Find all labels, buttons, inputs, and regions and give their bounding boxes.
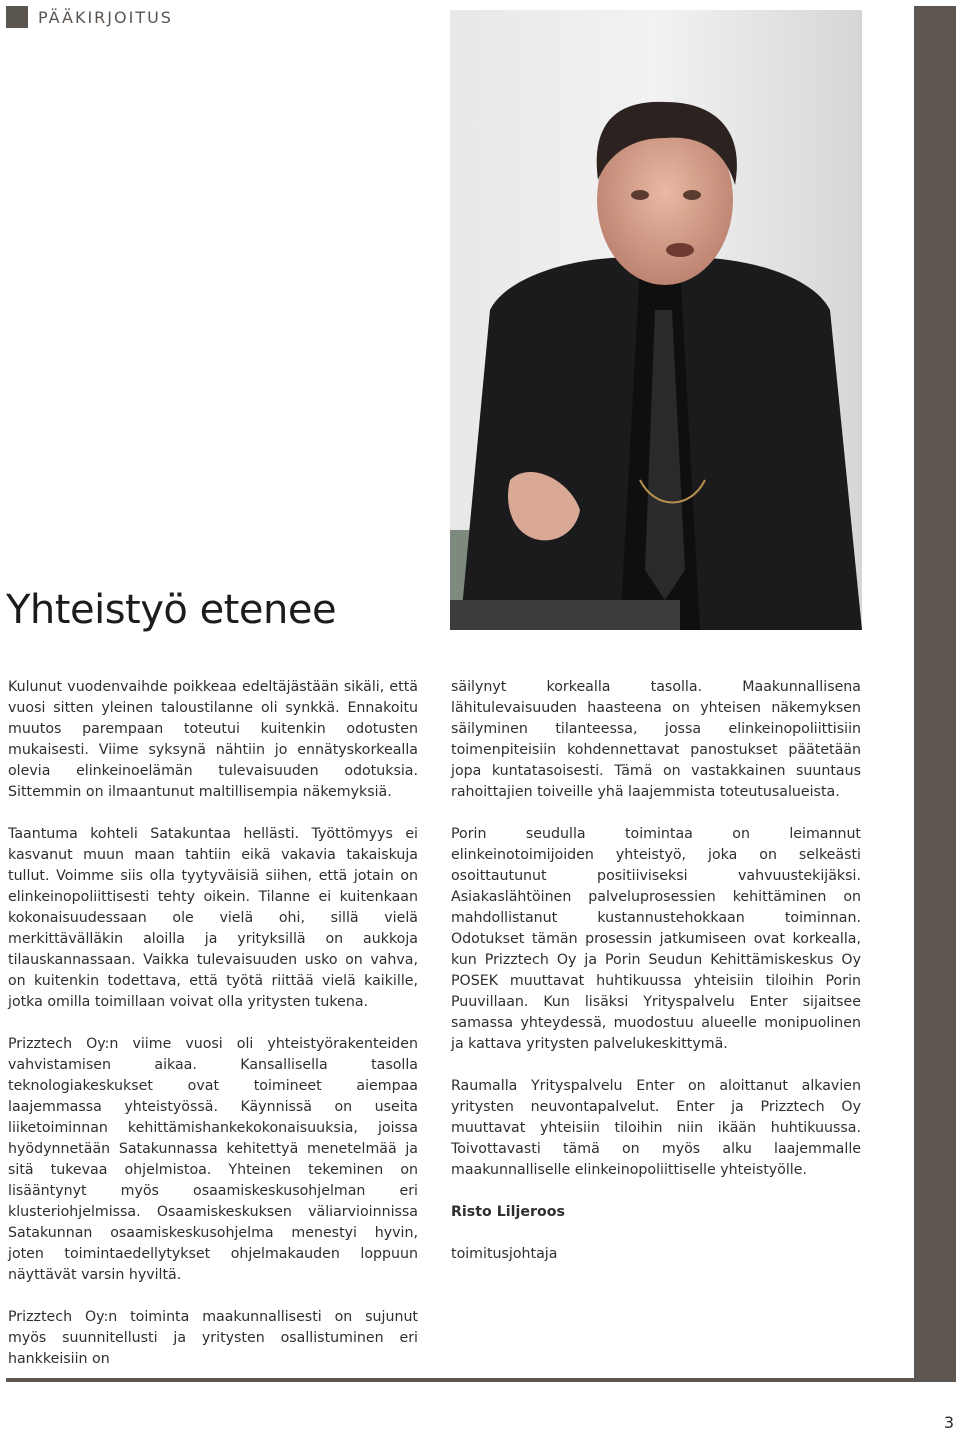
page-number: 3	[943, 1413, 954, 1432]
decorative-side-bar	[914, 6, 956, 1382]
signature-role: toimitusjohtaja	[451, 1246, 558, 1262]
signature-block	[451, 1202, 861, 1265]
signature-name: Risto Liljeroos	[451, 1204, 565, 1220]
article-paragraph: Prizztech Oy:n viime vuosi oli yhteistyörakenteiden vahvistamisen aikaa. Kansallisella tasolla teknologiakeskukset ovat toimineet aiempaa laajemmassa yhteistyössä. Käynnissä on useita liiketoiminnan kehittämishankekokonaisuuksia, joissa hyödynnetään Satakunnassa kehitettyä menetelmää ja sitä tukevaa ohjelmistoa. Yhteinen tekeminen on lisääntynyt myös osaamiskeskusohjelman eri klusteriohjelmissa. Osaamiskeskuksen väliarvioinnissa Satakunnan osaamiskeskusohjelma menestyi hyvin, joten toimintaedellytykset ohjelmakauden loppuun näyttävät varsin hyviltä.	[8, 1036, 418, 1283]
article-title: Yhteistyö etenee	[6, 587, 337, 633]
article-column-left	[8, 677, 418, 1391]
section-label: PÄÄKIRJOITUS	[38, 8, 173, 27]
article-paragraph: Taantuma kohteli Satakuntaa hellästi. Työttömyys ei kasvanut muun maan tahtiin eikä vakavia takaiskuja tullut. Voimme siis olla tyytyväisiä siihen, että jotain on elinkeinopoliittisesti tehty oikein. Tilanne ei kuitenkaan kokonaisuudessaan ole vielä ohi, sillä vielä merkittävälläkin aloilla ja yrityksillä on aukkoja tilauskannassaan. Vaikka tulevaisuuden usko on vahva, on kuitenkin todettava, että työtä riittää vielä kaikille, jotka omilla toimillaan voivat olla yritysten tukena.	[8, 826, 418, 1010]
article-paragraph: säilynyt korkealla tasolla. Maakunnallisena lähitulevaisuuden haasteena on yhteisen näkemyksen säilyminen tilanteessa, jossa elinkeinopoliittisiin toimenpiteisiin kohdennettavat panostukset päätetään jopa kuntatasoisesti. Tämä on vastakkainen suuntaus rahoittajien toiveille yhä laajemmista toteutusalueista.	[451, 679, 861, 800]
section-marker-square	[6, 6, 28, 28]
article-paragraph: Prizztech Oy:n toiminta maakunnallisesti on sujunut myös suunnitellusti ja yritysten osallistuminen eri hankkeisiin on	[8, 1309, 418, 1367]
article-paragraph: Kulunut vuodenvaihde poikkeaa edeltäjästään sikäli, että vuosi sitten yleinen taloustilanne oli synkkä. Ennakoitu muutos parempaan toteutui kuitenkin odotusten mukaisesti. Viime syksynä nähtiin jo ennätyskorkealla olevia elinkeinoelämän tulevaisuuden odotuksia. Sittemmin on ilmaantunut maltillisempia näkemyksiä.	[8, 679, 418, 800]
article-paragraph: Raumalla Yrityspalvelu Enter on aloittanut alkavien yritysten neuvontapalvelut. Enter ja Prizztech Oy muuttavat yhteisiin tiloihin niin ikään huhtikuussa. Toivottavasti tämä on myös alku laajemmalle maakunnalliselle elinkeinopoliittiselle yhteistyölle.	[451, 1078, 861, 1178]
article-column-right	[451, 677, 861, 1286]
author-portrait-photo	[450, 10, 862, 630]
article-paragraph: Porin seudulla toimintaa on leimannut elinkeinotoimijoiden yhteistyö, joka on selkeästi osoittautunut positiiviseksi vahvuustekijäksi. Asiakaslähtöinen palveluprosessien kehittäminen on mahdollistanut kustannustehokkaan toiminnan. Odotukset tämän prosessin jatkumiseen ovat korkealla, kun Prizztech Oy ja Porin Seudun Kehittämiskeskus Oy POSEK muuttavat huhtikuussa yhteisiin tiloihin Porin Puuvillaan. Kun lisäksi Yrityspalvelu Enter sijaitsee samassa yhteydessä, muodostuu alueelle monipuolinen ja kattava yritysten palvelukeskittymä.	[451, 826, 861, 1052]
